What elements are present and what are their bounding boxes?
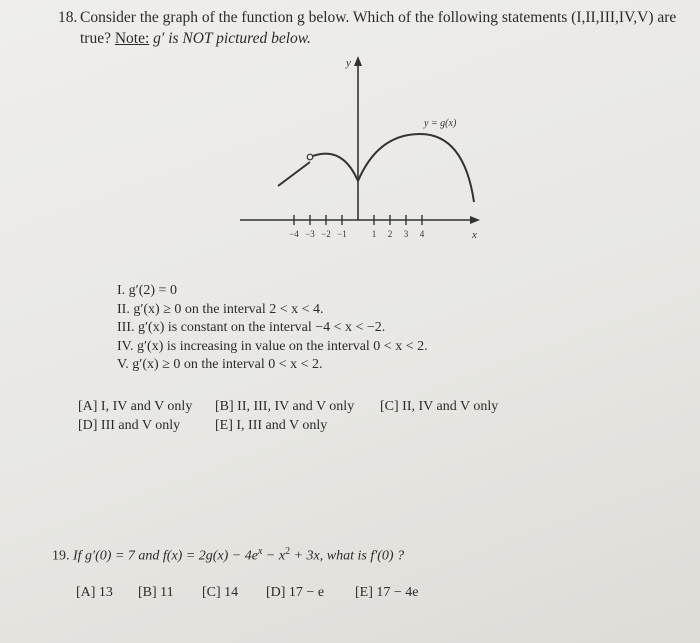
choice-19-a[interactable]: [A] 13 xyxy=(76,585,113,600)
y-axis-label: y xyxy=(346,57,351,69)
choice-19-d[interactable]: [D] 17 − e xyxy=(266,585,325,600)
choice-19-c[interactable]: [C] 14 xyxy=(202,585,239,600)
question-19-text-c: + 3x, what is f′(0) ? xyxy=(290,548,405,564)
choice-18-c[interactable]: [C] II, IV and V only xyxy=(380,399,499,414)
choice-19-b[interactable]: [B] 11 xyxy=(138,585,174,600)
graph-of-g xyxy=(228,50,488,246)
x-axis-label: x xyxy=(472,229,477,241)
y-axis-arrow xyxy=(354,56,362,66)
open-circle xyxy=(307,154,313,160)
x-tick-label: −3 xyxy=(305,229,315,239)
choice-18-b[interactable]: [B] II, III, IV and V only xyxy=(215,399,355,414)
statements-list xyxy=(117,282,428,375)
question-18-true: true? xyxy=(80,30,111,47)
question-18-line1: Consider the graph of the function g below. Which of the following statements (I,II,III,IV,V) are xyxy=(80,9,677,26)
x-tick-label: −2 xyxy=(321,229,331,239)
arc-right xyxy=(420,134,474,202)
question-19-sup-2: 2 xyxy=(285,546,291,557)
arc-left xyxy=(310,154,358,181)
statement-4: IV. g′(x) is increasing in value on the interval 0 < x < 2. xyxy=(117,338,428,354)
statement-3: III. g′(x) is constant on the interval −4 < x < −2. xyxy=(117,320,386,335)
statement-2: II. g′(x) ≥ 0 on the interval 2 < x < 4. xyxy=(117,301,324,317)
x-tick-label: −1 xyxy=(337,229,347,239)
note-label: Note: xyxy=(114,30,150,47)
question-19-stem xyxy=(52,546,404,565)
choice-18-a[interactable]: [A] I, IV and V only xyxy=(78,399,193,414)
question-19-text-a: If g′(0) = 7 and f(x) = 2g(x) − 4e xyxy=(73,548,258,564)
statement-5: V. g′(x) ≥ 0 on the interval 0 < x < 2. xyxy=(117,357,323,372)
x-tick-label: 2 xyxy=(387,229,393,239)
x-tick-label: −4 xyxy=(289,229,299,239)
question-18-number: 18. xyxy=(58,9,78,26)
curve-label: y = g(x) xyxy=(424,118,457,129)
question-19-number: 19. xyxy=(52,548,70,564)
statement-1: I. g′(2) = 0 xyxy=(117,283,177,298)
x-ticks xyxy=(289,215,425,239)
x-axis-arrow xyxy=(470,216,480,224)
x-tick-label: 4 xyxy=(419,229,425,239)
x-tick-label: 1 xyxy=(371,229,377,239)
arc-center xyxy=(358,134,420,181)
choice-18-d[interactable]: [D] III and V only xyxy=(78,418,181,433)
question-18-stem xyxy=(58,7,683,49)
question-19-text-b: − x xyxy=(262,548,286,564)
question-19-sup-x: x xyxy=(257,546,263,557)
choice-19-e[interactable]: [E] 17 − 4e xyxy=(355,585,419,600)
choice-18-e[interactable]: [E] I, III and V only xyxy=(215,418,328,433)
x-tick-label: 3 xyxy=(403,229,409,239)
segment-left xyxy=(278,162,310,186)
note-text: g′ is NOT pictured below. xyxy=(153,30,311,47)
